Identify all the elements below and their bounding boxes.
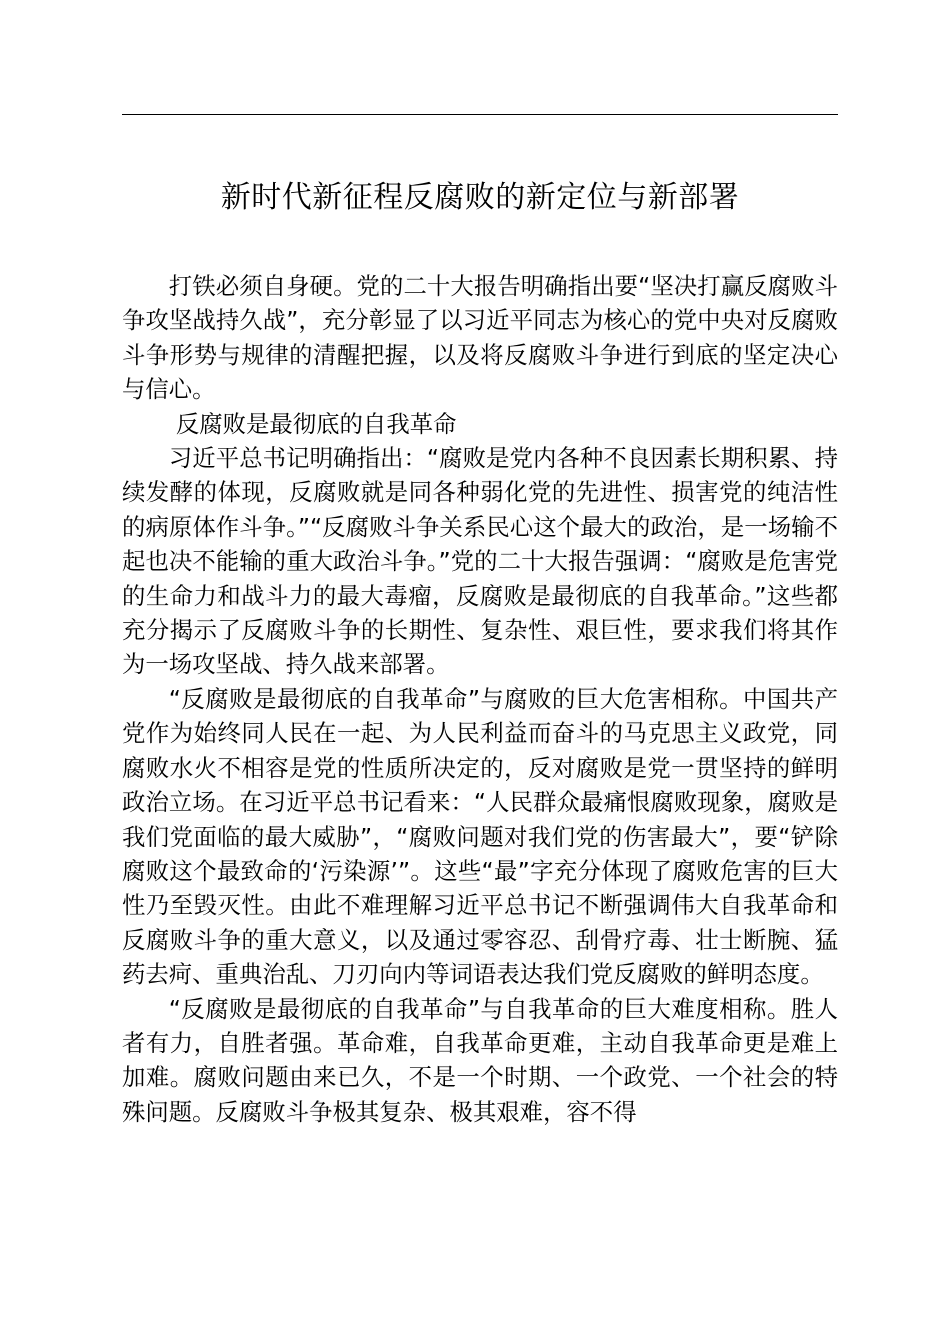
document-title: 新时代新征程反腐败的新定位与新部署: [220, 180, 740, 215]
section-heading: 反腐败是最彻底的自我革命: [175, 409, 457, 438]
header-rule: [122, 114, 838, 115]
document-body: [122, 269, 838, 1129]
paragraph-harm: “反腐败是最彻底的自我革命”与腐败的巨大危害相称。中国共产党作为始终同人民在一起、为人民利益而奋斗的马克思主义政党，同腐败水火不相容是党的性质所决定的，反对腐败是党一贯坚持的鲜明政治立场。在习近平总书记看来：“人民群众最痛恨腐败现象，腐败是我们党面临的最大威胁”，“腐败问题对我们党的伤害最大”，要“铲除腐败这个最致命的‘污染源’”。这些“最”字充分体现了腐败危害的巨大性乃至毁灭性。由此不难理解习近平总书记不断强调伟大自我革命和反腐败斗争的重大意义，以及通过零容忍、刮骨疗毒、壮士断腕、猛药去疴、重典治乱、刀刃向内等词语表达我们党反腐败的鲜明态度。: [122, 684, 838, 989]
paragraph-intro: 打铁必须自身硬。党的二十大报告明确指出要“坚决打赢反腐败斗争攻坚战持久战”，充分彰显了以习近平同志为核心的党中央对反腐败斗争形势与规律的清醒把握，以及将反腐败斗争进行到底的坚定决心与信心。: [122, 272, 838, 404]
paragraph-quotes: 习近平总书记明确指出：“腐败是党内各种不良因素长期积累、持续发酵的体现，反腐败就是同各种弱化党的先进性、损害党的纯洁性的病原体作斗争。”“反腐败斗争关系民心这个最大的政治，是一场输不起也决不能输的重大政治斗争。”党的二十大报告强调：“腐败是危害党的生命力和战斗力的最大毒瘤，反腐败是最彻底的自我革命。”这些都充分揭示了反腐败斗争的长期性、复杂性、艰巨性，要求我们将其作为一场攻坚战、持久战来部署。: [122, 444, 838, 679]
paragraph-difficulty: “反腐败是最彻底的自我革命”与自我革命的巨大难度相称。胜人者有力，自胜者强。革命难，自我革命更难，主动自我革命更是难上加难。腐败问题由来已久，不是一个时期、一个政党、一个社会的特殊问题。反腐败斗争极其复杂、极其艰难，容不得: [122, 994, 838, 1126]
